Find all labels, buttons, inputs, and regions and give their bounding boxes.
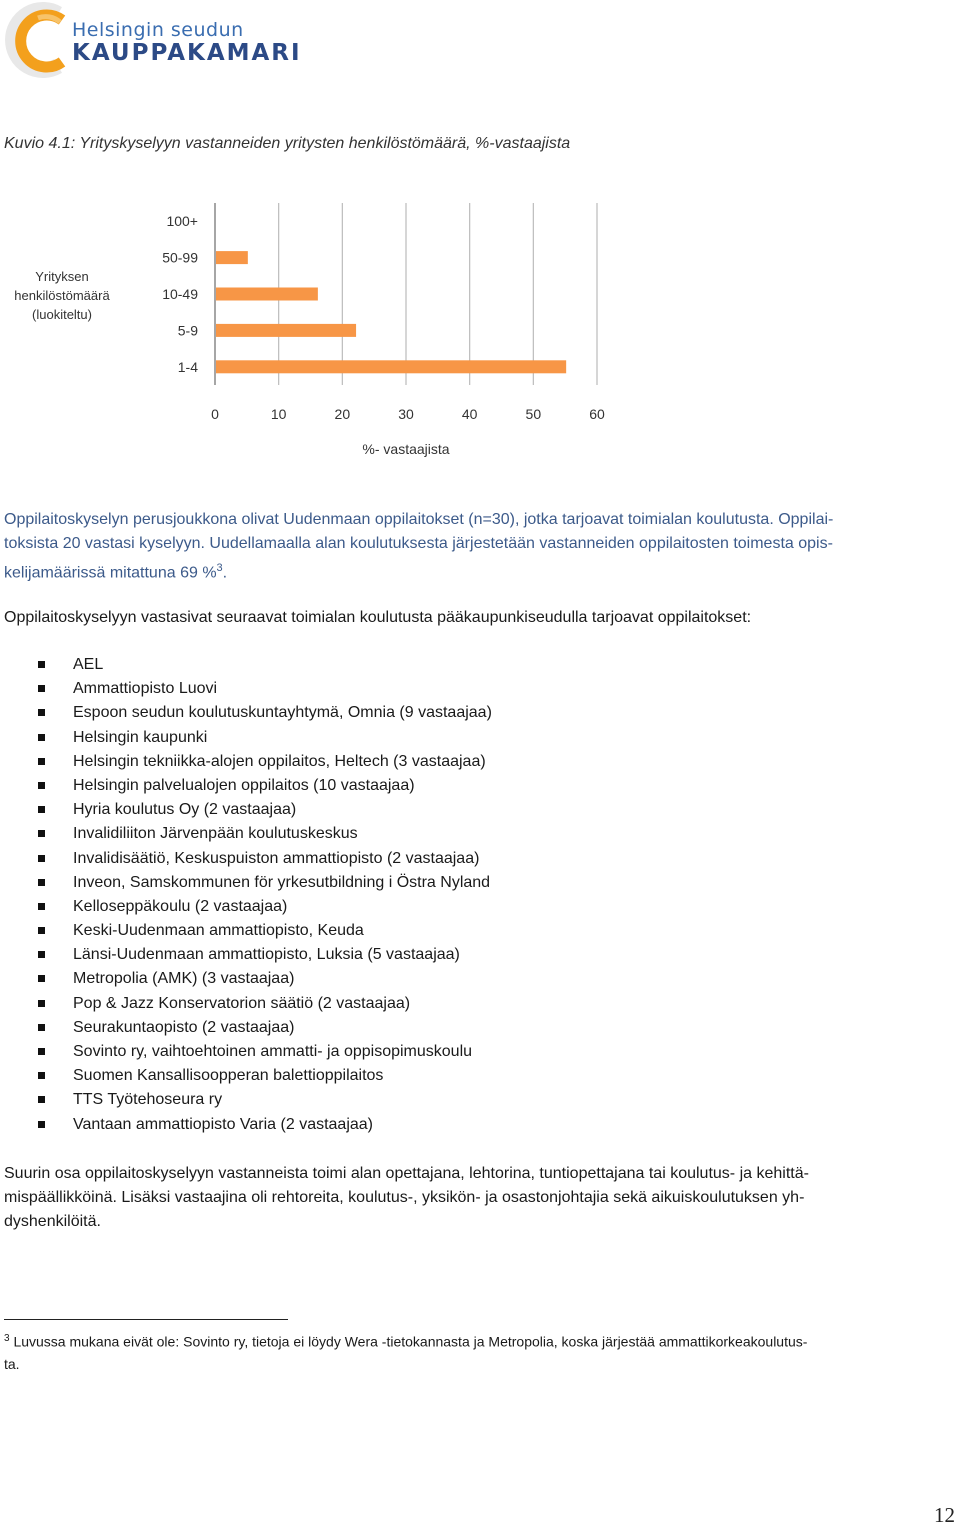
square-bullet-icon [38,1072,45,1079]
bar-chart [0,195,640,470]
list-item-label: Sovinto ry, vaihtoehtoinen ammatti- ja oppisopimuskoulu [73,1043,473,1060]
bar-5-9 [216,324,356,337]
paragraph-line-end: . [222,564,228,582]
list-item [38,798,492,822]
list-item-label: Kelloseppäkoulu (2 vastaajaa) [73,897,288,915]
footnote-line [4,1328,958,1353]
x-tick-label: 20 [334,406,351,422]
paragraph-line: toksista 20 vastasi kyselyyn. Uudellamaalla alan koulutuksesta järjestetään vastanneiden oppilaitosten toimesta opis- [4,535,833,552]
list-item [38,847,492,871]
square-bullet-icon [38,927,45,934]
square-bullet-icon [38,951,45,958]
list-item-label: Invalidisäätiö, Keskuspuiston ammattiopisto (2 vastaajaa) [73,849,480,867]
list-item [38,774,492,798]
list-item [38,1113,492,1137]
y-tick-label: 10-49 [162,286,198,302]
y-axis-title [14,269,110,322]
list-item [38,1064,492,1088]
list-item [38,1016,492,1040]
logo-line2: KAUPPAKAMARI [72,40,302,66]
list-item [38,895,492,919]
paragraph-line-text: kelijamäärissä mitattuna 69 % [4,564,217,582]
list-item [38,677,492,701]
list-item-label: Keski-Uudenmaan ammattiopisto, Keuda [73,922,364,940]
list-item [38,653,492,677]
list-item [38,943,492,967]
list-item-label: Helsingin palvelualojen oppilaitos (10 vastaajaa) [73,776,415,794]
square-bullet-icon [38,758,45,765]
square-bullet-icon [38,975,45,982]
square-bullet-icon [38,709,45,716]
footnote-number: 3 [4,1333,10,1344]
footnote-line: ta. [4,1355,20,1372]
bar-10-49 [216,288,318,301]
paragraph-line: Suurin osa oppilaitoskyselyyn vastanneista toimi alan opettajana, lehtorina, tuntiopettajana tai koulutus- ja kehittä- [4,1165,809,1182]
list-item [38,701,492,725]
paragraph-population [4,508,958,585]
y-axis-title-line: (luokiteltu) [32,307,92,322]
list-item [38,822,492,846]
paragraph-line: Oppilaitoskyselyn perusjoukkona olivat Uudenmaan oppilaitokset (n=30), jotka tarjoavat toimialan koulutusta. Oppilai- [4,511,834,528]
list-item [38,726,492,750]
square-bullet-icon [38,1024,45,1031]
list-item-label: Hyria koulutus Oy (2 vastaajaa) [73,801,297,819]
square-bullet-icon [38,685,45,692]
square-bullet-icon [38,1000,45,1007]
logo-line1: Helsingin seudun [72,19,244,41]
list-item-label: Espoon seudun koulutuskuntayhtymä, Omnia (9 vastaajaa) [73,704,492,722]
list-item-label: Länsi-Uudenmaan ammattiopisto, Luksia (5 vastaajaa) [73,946,460,964]
list-item-label: Invalidiliiton Järvenpään koulutuskeskus [73,825,358,843]
list-item-label: Helsingin tekniikka-alojen oppilaitos, Heltech (3 vastaajaa) [73,752,486,770]
paragraph-line: dyshenkilöitä. [4,1213,101,1230]
x-tick-label: 30 [398,406,414,422]
x-tick-label: 0 [211,406,219,422]
x-tick-label: 60 [589,406,605,422]
list-item [38,967,492,991]
square-bullet-icon [38,879,45,886]
list-item-label: Suomen Kansallisoopperan balettioppilaitos [73,1067,384,1085]
bar-50-99 [216,251,248,264]
list-item [38,919,492,943]
list-item [38,871,492,895]
list-item-label: Vantaan ammattiopisto Varia (2 vastaajaa) [73,1115,374,1133]
footnote-ref: 3 [216,562,223,574]
list-item [38,1088,492,1112]
y-tick-label: 5-9 [177,322,198,339]
footnote-separator [4,1319,288,1320]
list-item-label: Helsingin kaupunki [73,728,208,746]
paragraph-line [4,556,958,585]
square-bullet-icon [38,1121,45,1128]
list-item [38,750,492,774]
paragraph-line: mispäällikköinä. Lisäksi vastaajina oli rehtoreita, koulutus-, yksikön- ja osastonjohtajia sekä aikuiskoulutuksen yh- [4,1189,805,1206]
square-bullet-icon [38,734,45,741]
logo-c-mark-icon [0,0,80,80]
square-bullet-icon [38,903,45,910]
square-bullet-icon [38,855,45,862]
list-item [38,992,492,1016]
square-bullet-icon [38,661,45,668]
paragraph-institutions-intro: Oppilaitoskyselyyn vastasivat seuraavat toimialan koulutusta pääkaupunkiseudulla tarjoavat oppilaitokset: [4,609,752,626]
y-tick-label: 100+ [166,213,198,230]
y-axis-title-line: henkilöstömäärä [14,288,110,303]
page-number: 12 [934,1503,955,1527]
list-item [38,1040,492,1064]
list-item-label: Inveon, Samskommunen för yrkesutbildning i Östra Nyland [73,873,491,891]
footnote-text: Luvussa mukana eivät ole: Sovinto ry, tietoja ei löydy Wera -tietokannasta ja Metropolia, koska järjestää ammattikorkeakoulutus- [13,1333,808,1350]
chamber-logo [0,0,302,80]
square-bullet-icon [38,1048,45,1055]
x-tick-label: 40 [461,406,478,422]
y-tick-label: 1-4 [177,358,198,375]
x-tick-label: 10 [270,406,287,422]
footnote [4,1328,958,1375]
list-item-label: Metropolia (AMK) (3 vastaajaa) [73,970,295,988]
y-axis-title-line: Yrityksen [35,269,89,284]
list-item-label: AEL [73,656,104,673]
square-bullet-icon [38,1096,45,1103]
y-tick-label: 50-99 [162,249,198,266]
paragraph-respondents [4,1162,958,1234]
list-item-label: Pop & Jazz Konservatorion säätiö (2 vastaajaa) [73,994,411,1012]
square-bullet-icon [38,782,45,789]
x-axis-title: %- vastaajista [362,441,450,457]
list-item-label: Seurakuntaopisto (2 vastaajaa) [73,1018,295,1036]
institution-list [38,653,492,1137]
figure-caption: Kuvio 4.1: Yrityskyselyyn vastanneiden yritysten henkilöstömäärä, %-vastaajista [4,135,571,152]
bar-1-4 [216,360,566,373]
square-bullet-icon [38,806,45,813]
x-tick-label: 50 [525,406,542,422]
list-item-label: Ammattiopisto Luovi [73,680,218,698]
square-bullet-icon [38,830,45,837]
list-item-label: TTS Työtehoseura ry [73,1091,223,1109]
